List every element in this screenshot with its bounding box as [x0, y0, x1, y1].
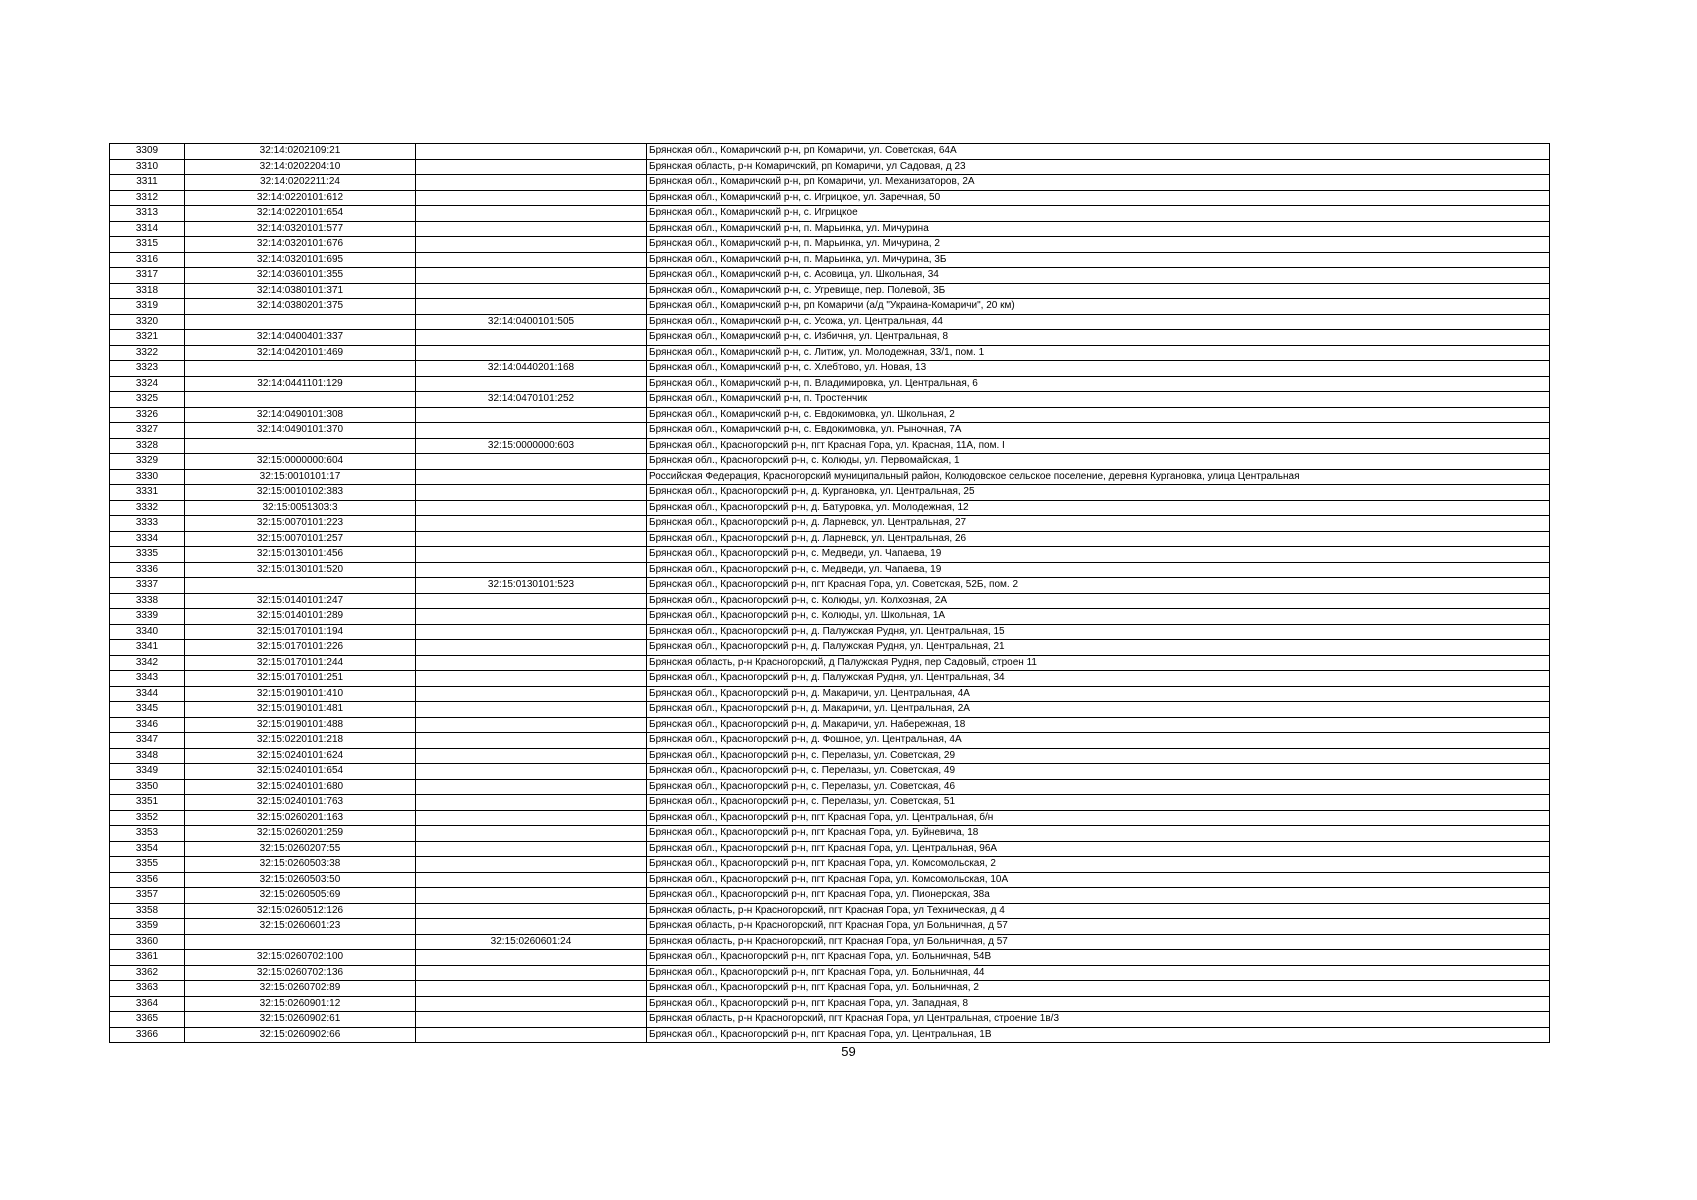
cadastral-number-cell: 32:15:0240101:680 — [185, 779, 416, 795]
address-cell: Брянская обл., Комаричский р-н, рп Комаричи, ул. Механизаторов, 2А — [647, 175, 1550, 191]
cadastral-number-alt-cell — [416, 407, 647, 423]
cadastral-number-alt-cell — [416, 903, 647, 919]
cadastral-number-alt-cell — [416, 159, 647, 175]
row-number-cell: 3327 — [110, 423, 185, 439]
address-cell: Брянская обл., Красногорский р-н, д. Макаричи, ул. Центральная, 4А — [647, 686, 1550, 702]
cadastral-number-alt-cell — [416, 516, 647, 532]
row-number-cell: 3336 — [110, 562, 185, 578]
cadastral-number-alt-cell — [416, 640, 647, 656]
table-row — [110, 748, 1550, 764]
cadastral-number-cell: 32:15:0260207:55 — [185, 841, 416, 857]
row-number-cell: 3354 — [110, 841, 185, 857]
address-cell: Брянская обл., Красногорский р-н, д. Ларневск, ул. Центральная, 27 — [647, 516, 1550, 532]
row-number-cell: 3341 — [110, 640, 185, 656]
cadastral-number-cell: 32:14:0441101:129 — [185, 376, 416, 392]
cadastral-number-cell: 32:14:0380101:371 — [185, 283, 416, 299]
address-cell: Брянская область, р-н Красногорский, пгт Красная Гора, ул Больничная, д 57 — [647, 919, 1550, 935]
address-cell: Брянская обл., Красногорский р-н, пгт Красная Гора, ул. Пионерская, 38а — [647, 888, 1550, 904]
cadastral-number-alt-cell — [416, 965, 647, 981]
cadastral-number-alt-cell — [416, 686, 647, 702]
address-cell: Брянская обл., Комаричский р-н, с. Угревище, пер. Полевой, 3Б — [647, 283, 1550, 299]
cadastral-number-alt-cell — [416, 841, 647, 857]
row-number-cell: 3362 — [110, 965, 185, 981]
cadastral-number-alt-cell — [416, 826, 647, 842]
address-cell: Брянская обл., Красногорский р-н, с. Колюды, ул. Колхозная, 2А — [647, 593, 1550, 609]
row-number-cell: 3332 — [110, 500, 185, 516]
address-cell: Брянская обл., Красногорский р-н, пгт Красная Гора, ул. Больничная, 2 — [647, 981, 1550, 997]
cadastral-number-alt-cell: 32:15:0130101:523 — [416, 578, 647, 594]
cadastral-number-cell: 32:15:0140101:247 — [185, 593, 416, 609]
cadastral-number-cell: 32:15:0260201:259 — [185, 826, 416, 842]
cadastral-number-cell: 32:15:0051303:3 — [185, 500, 416, 516]
table-row — [110, 655, 1550, 671]
cadastral-number-cell: 32:15:0260601:23 — [185, 919, 416, 935]
cadastral-number-alt-cell — [416, 717, 647, 733]
row-number-cell: 3323 — [110, 361, 185, 377]
cadastral-number-alt-cell — [416, 795, 647, 811]
address-cell: Брянская обл., Красногорский р-н, пгт Красная Гора, ул. Центральная, б/н — [647, 810, 1550, 826]
cadastral-number-cell: 32:15:0190101:481 — [185, 702, 416, 718]
cadastral-number-alt-cell — [416, 423, 647, 439]
table-row — [110, 965, 1550, 981]
table-row — [110, 376, 1550, 392]
cadastral-number-cell: 32:15:0130101:456 — [185, 547, 416, 563]
table-row — [110, 671, 1550, 687]
row-number-cell: 3347 — [110, 733, 185, 749]
cadastral-number-cell — [185, 934, 416, 950]
address-cell: Брянская обл., Комаричский р-н, с. Усожа, ул. Центральная, 44 — [647, 314, 1550, 330]
row-number-cell: 3353 — [110, 826, 185, 842]
cadastral-number-cell: 32:15:0170101:251 — [185, 671, 416, 687]
table-row — [110, 268, 1550, 284]
row-number-cell: 3312 — [110, 190, 185, 206]
cadastral-number-cell: 32:15:0140101:289 — [185, 609, 416, 625]
row-number-cell: 3311 — [110, 175, 185, 191]
cadastral-number-cell: 32:15:0240101:763 — [185, 795, 416, 811]
table-row — [110, 299, 1550, 315]
address-cell: Брянская обл., Красногорский р-н, с. Перелазы, ул. Советская, 51 — [647, 795, 1550, 811]
address-cell: Брянская обл., Комаричский р-н, с. Игрицкое, ул. Заречная, 50 — [647, 190, 1550, 206]
cadastral-number-alt-cell — [416, 376, 647, 392]
cadastral-number-alt-cell — [416, 547, 647, 563]
table-row — [110, 438, 1550, 454]
address-cell: Брянская обл., Красногорский р-н, с. Медведи, ул. Чапаева, 19 — [647, 562, 1550, 578]
table-row — [110, 640, 1550, 656]
cadastral-number-alt-cell: 32:15:0000000:603 — [416, 438, 647, 454]
table-row — [110, 314, 1550, 330]
table-row — [110, 733, 1550, 749]
cadastral-number-cell: 32:15:0260503:50 — [185, 872, 416, 888]
row-number-cell: 3318 — [110, 283, 185, 299]
table-row — [110, 810, 1550, 826]
cadastral-number-alt-cell — [416, 221, 647, 237]
address-cell: Брянская обл., Комаричский р-н, с. Евдокимовка, ул. Школьная, 2 — [647, 407, 1550, 423]
row-number-cell: 3356 — [110, 872, 185, 888]
row-number-cell: 3324 — [110, 376, 185, 392]
address-cell: Брянская обл., Красногорский р-н, пгт Красная Гора, ул. Комсомольская, 2 — [647, 857, 1550, 873]
address-cell: Брянская обл., Комаричский р-н, с. Хлебтово, ул. Новая, 13 — [647, 361, 1550, 377]
address-cell: Брянская обл., Красногорский р-н, д. Палужская Рудня, ул. Центральная, 15 — [647, 624, 1550, 640]
row-number-cell: 3320 — [110, 314, 185, 330]
table-row — [110, 950, 1550, 966]
table-row — [110, 981, 1550, 997]
address-cell: Брянская обл., Красногорский р-н, д. Кургановка, ул. Центральная, 25 — [647, 485, 1550, 501]
row-number-cell: 3346 — [110, 717, 185, 733]
row-number-cell: 3342 — [110, 655, 185, 671]
cadastral-number-cell — [185, 314, 416, 330]
row-number-cell: 3335 — [110, 547, 185, 563]
address-cell: Брянская обл., Красногорский р-н, пгт Красная Гора, ул. Комсомольская, 10А — [647, 872, 1550, 888]
cadastral-number-cell: 32:14:0490101:308 — [185, 407, 416, 423]
row-number-cell: 3333 — [110, 516, 185, 532]
row-number-cell: 3337 — [110, 578, 185, 594]
table-row — [110, 221, 1550, 237]
cadastral-number-cell: 32:15:0190101:410 — [185, 686, 416, 702]
cadastral-number-cell: 32:15:0170101:226 — [185, 640, 416, 656]
row-number-cell: 3330 — [110, 469, 185, 485]
row-number-cell: 3352 — [110, 810, 185, 826]
cadastral-number-alt-cell — [416, 252, 647, 268]
table-row — [110, 283, 1550, 299]
row-number-cell: 3310 — [110, 159, 185, 175]
address-cell: Брянская обл., Комаричский р-н, п. Марьинка, ул. Мичурина — [647, 221, 1550, 237]
address-cell: Брянская область, р-н Красногорский, пгт Красная Гора, ул Техническая, д 4 — [647, 903, 1550, 919]
cadastral-number-cell: 32:15:0070101:257 — [185, 531, 416, 547]
cadastral-number-cell: 32:14:0202211:24 — [185, 175, 416, 191]
row-number-cell: 3360 — [110, 934, 185, 950]
cadastral-number-cell: 32:15:0260503:38 — [185, 857, 416, 873]
table-row — [110, 500, 1550, 516]
cadastral-number-alt-cell — [416, 919, 647, 935]
row-number-cell: 3357 — [110, 888, 185, 904]
address-cell: Брянская обл., Комаричский р-н, п. Марьинка, ул. Мичурина, 2 — [647, 237, 1550, 253]
table-row — [110, 392, 1550, 408]
address-cell: Брянская область, р-н Красногорский, д Палужская Рудня, пер Садовый, строен 11 — [647, 655, 1550, 671]
cadastral-number-alt-cell — [416, 268, 647, 284]
cadastral-number-cell: 32:15:0240101:624 — [185, 748, 416, 764]
cadastral-number-cell: 32:14:0202109:21 — [185, 144, 416, 160]
address-cell: Брянская область, р-н Комаричский, рп Комаричи, ул Садовая, д 23 — [647, 159, 1550, 175]
address-cell: Брянская обл., Красногорский р-н, с. Перелазы, ул. Советская, 46 — [647, 779, 1550, 795]
cadastral-number-alt-cell — [416, 299, 647, 315]
table-row — [110, 485, 1550, 501]
table-row — [110, 841, 1550, 857]
cadastral-number-cell: 32:14:0380201:375 — [185, 299, 416, 315]
table-row — [110, 888, 1550, 904]
table-row — [110, 361, 1550, 377]
cadastral-number-alt-cell — [416, 996, 647, 1012]
cadastral-number-alt-cell — [416, 624, 647, 640]
table-row — [110, 562, 1550, 578]
row-number-cell: 3344 — [110, 686, 185, 702]
cadastral-number-cell: 32:15:0190101:488 — [185, 717, 416, 733]
cadastral-number-alt-cell — [416, 454, 647, 470]
row-number-cell: 3345 — [110, 702, 185, 718]
table-row — [110, 175, 1550, 191]
cadastral-number-cell: 32:14:0320101:577 — [185, 221, 416, 237]
cadastral-number-alt-cell — [416, 330, 647, 346]
cadastral-number-alt-cell — [416, 671, 647, 687]
cadastral-number-alt-cell — [416, 857, 647, 873]
address-cell: Брянская обл., Красногорский р-н, пгт Красная Гора, ул. Буйневича, 18 — [647, 826, 1550, 842]
cadastral-number-alt-cell — [416, 469, 647, 485]
address-cell: Брянская область, р-н Красногорский, пгт Красная Гора, ул Больничная, д 57 — [647, 934, 1550, 950]
cadastral-number-cell: 32:14:0320101:676 — [185, 237, 416, 253]
cadastral-number-cell: 32:15:0130101:520 — [185, 562, 416, 578]
address-cell: Брянская обл., Красногорский р-н, пгт Красная Гора, ул. Центральная, 1В — [647, 1027, 1550, 1043]
table-row — [110, 469, 1550, 485]
table-row — [110, 624, 1550, 640]
address-cell: Брянская обл., Комаричский р-н, с. Евдокимовка, ул. Рыночная, 7А — [647, 423, 1550, 439]
table-row — [110, 872, 1550, 888]
row-number-cell: 3329 — [110, 454, 185, 470]
table-row — [110, 516, 1550, 532]
table-row — [110, 919, 1550, 935]
page-number: 59 — [841, 1044, 856, 1059]
row-number-cell: 3325 — [110, 392, 185, 408]
cadastral-number-alt-cell — [416, 733, 647, 749]
address-cell: Брянская обл., Комаричский р-н, с. Литиж, ул. Молодежная, 33/1, пом. 1 — [647, 345, 1550, 361]
table-row — [110, 531, 1550, 547]
table-row — [110, 702, 1550, 718]
row-number-cell: 3334 — [110, 531, 185, 547]
table-row — [110, 547, 1550, 563]
cadastral-number-cell: 32:15:0240101:654 — [185, 764, 416, 780]
address-cell: Брянская обл., Комаричский р-н, п. Марьинка, ул. Мичурина, 3Б — [647, 252, 1550, 268]
address-cell: Брянская обл., Красногорский р-н, пгт Красная Гора, ул. Центральная, 96А — [647, 841, 1550, 857]
table-row — [110, 609, 1550, 625]
cadastral-number-alt-cell: 32:14:0470101:252 — [416, 392, 647, 408]
row-number-cell: 3340 — [110, 624, 185, 640]
table-row — [110, 764, 1550, 780]
row-number-cell: 3365 — [110, 1012, 185, 1028]
address-cell: Брянская обл., Красногорский р-н, пгт Красная Гора, ул. Западная, 8 — [647, 996, 1550, 1012]
row-number-cell: 3316 — [110, 252, 185, 268]
cadastral-number-cell: 32:14:0202204:10 — [185, 159, 416, 175]
table-row — [110, 345, 1550, 361]
cadastral-number-cell: 32:15:0260512:126 — [185, 903, 416, 919]
row-number-cell: 3349 — [110, 764, 185, 780]
cadastral-number-alt-cell — [416, 702, 647, 718]
table-row — [110, 795, 1550, 811]
address-cell: Брянская обл., Красногорский р-н, с. Колюды, ул. Первомайская, 1 — [647, 454, 1550, 470]
address-cell: Брянская обл., Красногорский р-н, с. Медведи, ул. Чапаева, 19 — [647, 547, 1550, 563]
address-cell: Брянская обл., Красногорский р-н, пгт Красная Гора, ул. Больничная, 44 — [647, 965, 1550, 981]
table-row — [110, 686, 1550, 702]
row-number-cell: 3351 — [110, 795, 185, 811]
table-row — [110, 1027, 1550, 1043]
row-number-cell: 3343 — [110, 671, 185, 687]
address-cell: Брянская обл., Комаричский р-н, п. Владимировка, ул. Центральная, 6 — [647, 376, 1550, 392]
cadastral-number-cell: 32:15:0260702:100 — [185, 950, 416, 966]
table-row — [110, 779, 1550, 795]
row-number-cell: 3313 — [110, 206, 185, 222]
table-row — [110, 237, 1550, 253]
address-cell: Брянская обл., Красногорский р-н, пгт Красная Гора, ул. Советская, 52Б, пом. 2 — [647, 578, 1550, 594]
table-row — [110, 144, 1550, 160]
address-cell: Брянская обл., Комаричский р-н, рп Комаричи (а/д "Украина-Комаричи", 20 км) — [647, 299, 1550, 315]
cadastral-number-alt-cell — [416, 531, 647, 547]
table-row — [110, 252, 1550, 268]
address-cell: Брянская обл., Красногорский р-н, д. Макаричи, ул. Центральная, 2А — [647, 702, 1550, 718]
cadastral-number-alt-cell — [416, 593, 647, 609]
table-row — [110, 826, 1550, 842]
cadastral-number-cell: 32:15:0260702:136 — [185, 965, 416, 981]
registry-table-body — [110, 144, 1550, 1043]
cadastral-number-alt-cell — [416, 485, 647, 501]
row-number-cell: 3364 — [110, 996, 185, 1012]
row-number-cell: 3326 — [110, 407, 185, 423]
table-row — [110, 423, 1550, 439]
cadastral-number-alt-cell — [416, 1027, 647, 1043]
row-number-cell: 3314 — [110, 221, 185, 237]
address-cell: Брянская обл., Красногорский р-н, пгт Красная Гора, ул. Красная, 11А, пом. I — [647, 438, 1550, 454]
cadastral-number-cell: 32:15:0260901:12 — [185, 996, 416, 1012]
row-number-cell: 3315 — [110, 237, 185, 253]
cadastral-number-alt-cell — [416, 779, 647, 795]
cadastral-number-alt-cell — [416, 500, 647, 516]
cadastral-number-alt-cell — [416, 1012, 647, 1028]
cadastral-number-cell: 32:15:0220101:218 — [185, 733, 416, 749]
address-cell: Брянская обл., Красногорский р-н, д. Палужская Рудня, ул. Центральная, 34 — [647, 671, 1550, 687]
cadastral-number-cell: 32:15:0010102:383 — [185, 485, 416, 501]
cadastral-number-alt-cell — [416, 206, 647, 222]
row-number-cell: 3338 — [110, 593, 185, 609]
address-cell: Брянская обл., Красногорский р-н, д. Палужская Рудня, ул. Центральная, 21 — [647, 640, 1550, 656]
cadastral-number-alt-cell — [416, 872, 647, 888]
address-cell: Брянская обл., Комаричский р-н, с. Асовица, ул. Школьная, 34 — [647, 268, 1550, 284]
address-cell: Брянская обл., Комаричский р-н, с. Избичня, ул. Центральная, 8 — [647, 330, 1550, 346]
cadastral-number-alt-cell — [416, 283, 647, 299]
cadastral-number-cell: 32:15:0070101:223 — [185, 516, 416, 532]
cadastral-number-cell — [185, 392, 416, 408]
table-row — [110, 454, 1550, 470]
cadastral-number-alt-cell — [416, 748, 647, 764]
address-cell: Брянская обл., Красногорский р-н, д. Макаричи, ул. Набережная, 18 — [647, 717, 1550, 733]
table-row — [110, 190, 1550, 206]
cadastral-number-cell — [185, 438, 416, 454]
cadastral-number-cell: 32:15:0260505:69 — [185, 888, 416, 904]
cadastral-number-alt-cell — [416, 609, 647, 625]
cadastral-number-alt-cell — [416, 888, 647, 904]
cadastral-number-cell: 32:15:0170101:244 — [185, 655, 416, 671]
table-row — [110, 330, 1550, 346]
cadastral-number-cell: 32:14:0490101:370 — [185, 423, 416, 439]
row-number-cell: 3321 — [110, 330, 185, 346]
cadastral-number-alt-cell — [416, 175, 647, 191]
cadastral-number-cell: 32:14:0220101:654 — [185, 206, 416, 222]
address-cell: Брянская обл., Красногорский р-н, пгт Красная Гора, ул. Больничная, 54В — [647, 950, 1550, 966]
row-number-cell: 3359 — [110, 919, 185, 935]
cadastral-number-alt-cell: 32:14:0400101:505 — [416, 314, 647, 330]
row-number-cell: 3366 — [110, 1027, 185, 1043]
address-cell: Брянская обл., Комаричский р-н, рп Комаричи, ул. Советская, 64А — [647, 144, 1550, 160]
table-row — [110, 934, 1550, 950]
row-number-cell: 3363 — [110, 981, 185, 997]
table-row — [110, 857, 1550, 873]
cadastral-number-cell: 32:14:0320101:695 — [185, 252, 416, 268]
cadastral-number-alt-cell — [416, 190, 647, 206]
cadastral-number-cell: 32:15:0000000:604 — [185, 454, 416, 470]
cadastral-number-cell: 32:14:0420101:469 — [185, 345, 416, 361]
table-row — [110, 903, 1550, 919]
row-number-cell: 3322 — [110, 345, 185, 361]
address-cell: Брянская обл., Красногорский р-н, с. Перелазы, ул. Советская, 29 — [647, 748, 1550, 764]
cadastral-number-cell: 32:14:0360101:355 — [185, 268, 416, 284]
cadastral-number-alt-cell: 32:15:0260601:24 — [416, 934, 647, 950]
row-number-cell: 3319 — [110, 299, 185, 315]
address-cell: Брянская обл., Комаричский р-н, с. Игрицкое — [647, 206, 1550, 222]
address-cell: Брянская обл., Красногорский р-н, д. Фошное, ул. Центральная, 4А — [647, 733, 1550, 749]
address-cell: Брянская обл., Красногорский р-н, с. Перелазы, ул. Советская, 49 — [647, 764, 1550, 780]
cadastral-number-alt-cell — [416, 562, 647, 578]
cadastral-number-alt-cell — [416, 981, 647, 997]
row-number-cell: 3355 — [110, 857, 185, 873]
cadastral-number-cell — [185, 361, 416, 377]
registry-table — [109, 143, 1550, 1043]
address-cell: Брянская обл., Комаричский р-н, п. Тростенчик — [647, 392, 1550, 408]
table-row — [110, 593, 1550, 609]
table-row — [110, 407, 1550, 423]
address-cell: Брянская обл., Красногорский р-н, с. Колюды, ул. Школьная, 1А — [647, 609, 1550, 625]
cadastral-number-cell: 32:15:0010101:17 — [185, 469, 416, 485]
row-number-cell: 3328 — [110, 438, 185, 454]
cadastral-number-alt-cell — [416, 655, 647, 671]
cadastral-number-cell: 32:14:0220101:612 — [185, 190, 416, 206]
address-cell: Брянская обл., Красногорский р-н, д. Ларневск, ул. Центральная, 26 — [647, 531, 1550, 547]
table-row — [110, 996, 1550, 1012]
cadastral-number-alt-cell — [416, 345, 647, 361]
cadastral-number-alt-cell — [416, 810, 647, 826]
row-number-cell: 3331 — [110, 485, 185, 501]
row-number-cell: 3317 — [110, 268, 185, 284]
cadastral-number-cell: 32:15:0170101:194 — [185, 624, 416, 640]
table-row — [110, 717, 1550, 733]
cadastral-number-alt-cell — [416, 237, 647, 253]
address-cell: Брянская область, р-н Красногорский, пгт Красная Гора, ул Центральная, строение 1в/3 — [647, 1012, 1550, 1028]
row-number-cell: 3309 — [110, 144, 185, 160]
row-number-cell: 3348 — [110, 748, 185, 764]
cadastral-number-cell: 32:15:0260201:163 — [185, 810, 416, 826]
table-row — [110, 578, 1550, 594]
address-cell: Российская Федерация, Красногорский муниципальный район, Колюдовское сельское поселение, деревня Кургановка, улица Центральная — [647, 469, 1550, 485]
row-number-cell: 3339 — [110, 609, 185, 625]
address-cell: Брянская обл., Красногорский р-н, д. Батуровка, ул. Молодежная, 12 — [647, 500, 1550, 516]
row-number-cell: 3361 — [110, 950, 185, 966]
cadastral-number-cell: 32:15:0260902:66 — [185, 1027, 416, 1043]
row-number-cell: 3350 — [110, 779, 185, 795]
cadastral-number-alt-cell — [416, 764, 647, 780]
cadastral-number-cell: 32:15:0260902:61 — [185, 1012, 416, 1028]
cadastral-number-cell — [185, 578, 416, 594]
row-number-cell: 3358 — [110, 903, 185, 919]
cadastral-number-alt-cell: 32:14:0440201:168 — [416, 361, 647, 377]
table-row — [110, 206, 1550, 222]
table-row — [110, 159, 1550, 175]
cadastral-number-alt-cell — [416, 144, 647, 160]
cadastral-number-cell: 32:14:0400401:337 — [185, 330, 416, 346]
table-row — [110, 1012, 1550, 1028]
cadastral-number-alt-cell — [416, 950, 647, 966]
cadastral-number-cell: 32:15:0260702:89 — [185, 981, 416, 997]
